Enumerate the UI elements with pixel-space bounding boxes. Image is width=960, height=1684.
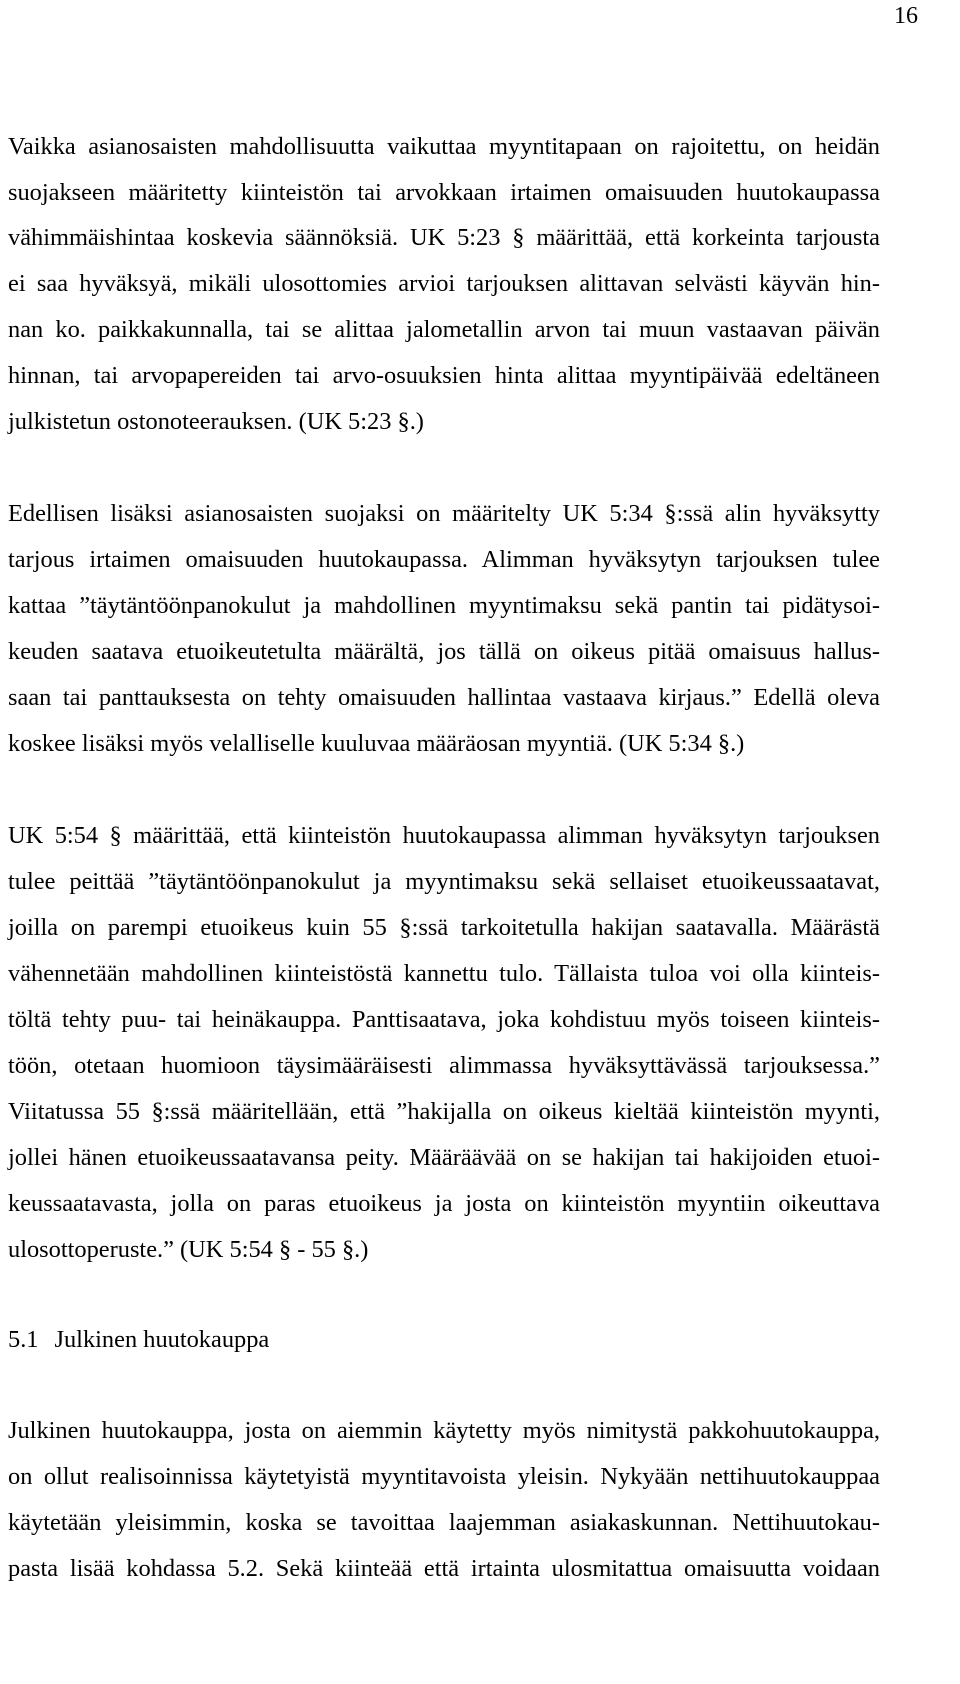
text-line: nan ko. paikkakunnalla, tai se alittaa jalometallin arvon tai muun vastaavan päivän (8, 316, 880, 343)
text-line: hinnan, tai arvopapereiden tai arvo-osuuksien hinta alittaa myyntipäivää edeltäneen (8, 362, 880, 389)
section-title: Julkinen huutokauppa (54, 1326, 270, 1353)
text-line: saan tai panttauksesta on tehty omaisuuden hallintaa vastaava kirjaus.” Edellä oleva (8, 684, 880, 711)
text-line: koskee lisäksi myös velalliselle kuuluvaa määräosan myyntiä. (UK 5:34 §.) (8, 730, 745, 757)
text-line: ulosottoperuste.” (UK 5:54 § - 55 §.) (8, 1236, 369, 1263)
text-line: Vaikka asianosaisten mahdollisuutta vaikuttaa myyntitapaan on rajoitettu, on heidän (8, 133, 880, 160)
text-line: tarjous irtaimen omaisuuden huutokaupassa. Alimman hyväksytyn tarjouksen tulee (8, 546, 880, 573)
text-line: suojakseen määritetty kiinteistön tai arvokkaan irtaimen omaisuuden huutokaupassa (8, 179, 880, 206)
text-line: on ollut realisoinnissa käytetyistä myyntitavoista yleisin. Nykyään nettihuutokauppaa (8, 1463, 880, 1490)
text-line: keuden saatava etuoikeutetulta määrältä, jos tällä on oikeus pitää omaisuus hallus- (8, 638, 880, 665)
text-line: tulee peittää ”täytäntöönpanokulut ja myyntimaksu sekä sellaiset etuoikeussaatavat, (8, 868, 880, 895)
text-line: Julkinen huutokauppa, josta on aiemmin käytetty myös nimitystä pakkohuutokauppa, (8, 1417, 880, 1444)
section-number: 5.1 (8, 1326, 39, 1353)
text-line: Viitatussa 55 §:ssä määritellään, että ”hakijalla on oikeus kieltää kiinteistön myynti, (8, 1098, 880, 1125)
text-line: ei saa hyväksyä, mikäli ulosottomies arvioi tarjouksen alittavan selvästi käyvän hin- (8, 270, 880, 297)
text-line: jollei hänen etuoikeussaatavansa peity. Määräävää on se hakijan tai hakijoiden etuoi- (8, 1144, 880, 1171)
text-line: julkistetun ostonoteerauksen. (UK 5:23 §.) (8, 408, 424, 435)
text-line: Edellisen lisäksi asianosaisten suojaksi on määritelty UK 5:34 §:ssä alin hyväksytty (8, 500, 880, 527)
text-line: töön, otetaan huomioon täysimääräisesti alimmassa hyväksyttävässä tarjouksessa.” (8, 1052, 880, 1079)
text-line: kattaa ”täytäntöönpanokulut ja mahdollinen myyntimaksu sekä pantin tai pidätysoi- (8, 592, 880, 619)
text-line: käytetään yleisimmin, koska se tavoittaa laajemman asiakaskunnan. Nettihuutokau- (8, 1509, 880, 1536)
text-line: UK 5:54 § määrittää, että kiinteistön huutokaupassa alimman hyväksytyn tarjouksen (8, 822, 880, 849)
text-line: töltä tehty puu- tai heinäkauppa. Panttisaatava, joka kohdistuu myös toiseen kiinteis- (8, 1006, 880, 1033)
page-number: 16 (894, 3, 918, 29)
text-line: vähennetään mahdollinen kiinteistöstä kannettu tulo. Tällaista tuloa voi olla kiinteis- (8, 960, 880, 987)
text-line: keussaatavasta, jolla on paras etuoikeus ja josta on kiinteistön myyntiin oikeuttava (8, 1190, 880, 1217)
text-line: joilla on parempi etuoikeus kuin 55 §:ssä tarkoitetulla hakijan saatavalla. Määrästä (8, 914, 880, 941)
text-line: pasta lisää kohdassa 5.2. Sekä kiinteää että irtainta ulosmitattua omaisuutta voidaan (8, 1555, 880, 1582)
text-line: vähimmäishintaa koskevia säännöksiä. UK 5:23 § määrittää, että korkeinta tarjousta (8, 224, 880, 251)
section-heading (8, 1328, 269, 1352)
